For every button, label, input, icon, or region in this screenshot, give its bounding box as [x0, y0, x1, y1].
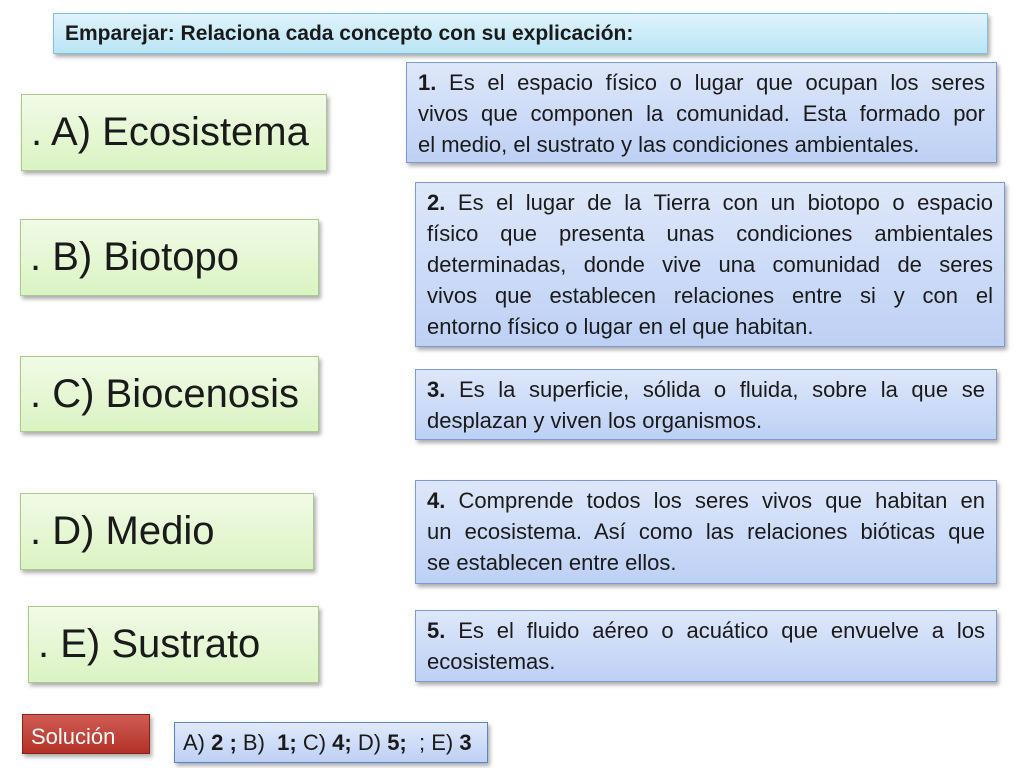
explanation-number: 2. [427, 190, 446, 215]
explanation-line: se establecen entre ellos. [427, 550, 677, 575]
explanation-line: entorno físico o lugar en el que habitan. [427, 314, 814, 339]
explanation-line [427, 187, 993, 218]
answer-part: B) [236, 729, 278, 755]
explanation-line: determinadas, donde vive una comunidad de seres [427, 252, 993, 277]
explanation-card-3 [415, 369, 997, 440]
answer-part: A) [183, 729, 212, 755]
concept-card-c [20, 356, 319, 432]
explanation-card-5 [415, 610, 997, 682]
explanation-line: desplazan y viven los organismos. [427, 408, 763, 433]
solution-button-label: Solución [31, 724, 116, 749]
explanation-line: físico que presenta unas condiciones ambientales [427, 221, 993, 246]
concept-card-a [21, 94, 327, 171]
explanation-line: vivos que establecen relaciones entre si y con el [427, 283, 993, 308]
answer-value: 1; [277, 729, 297, 755]
concept-label-b: . B) Biotopo [30, 235, 240, 279]
explanation-line [427, 485, 985, 516]
explanation-line [427, 615, 985, 646]
answer-value: 3 [459, 729, 472, 755]
explanation-line: ecosistemas. [427, 649, 556, 674]
explanation-text: Es el fluido aéreo o acuático que envuelve a los [458, 618, 985, 643]
answer-value: 4; [332, 729, 352, 755]
explanation-line [427, 374, 985, 405]
explanation-card-1 [406, 62, 997, 163]
concept-card-e [28, 606, 319, 683]
answer-key-box [174, 722, 488, 763]
explanation-line: el medio, el sustrato y las condiciones ambientales. [418, 132, 920, 157]
explanation-number: 4. [427, 488, 446, 513]
answer-key-text [183, 730, 472, 756]
explanation-line: vivos que componen la comunidad. Esta formado por [418, 101, 985, 126]
concept-card-d [20, 493, 314, 570]
explanation-number: 5. [427, 618, 446, 643]
answer-part: C) [296, 729, 333, 755]
explanation-card-2 [415, 182, 1005, 347]
answer-value: 5; [387, 729, 407, 755]
instruction-text: Emparejar: Relaciona cada concepto con su explicación: [65, 21, 634, 45]
explanation-text: Es el lugar de la Tierra con un biotopo o espacio [457, 190, 993, 215]
explanation-number: 1. [418, 70, 437, 95]
concept-label-d: . D) Medio [30, 509, 215, 553]
instruction-banner [53, 13, 988, 54]
explanation-text: Es la superficie, sólida o fluida, sobre la que se [458, 377, 985, 402]
explanation-number: 3. [427, 377, 446, 402]
explanation-text: Comprende todos los seres vivos que habitan en [458, 488, 985, 513]
explanation-text: Es el espacio físico o lugar que ocupan los seres [449, 70, 985, 95]
concept-label-a: . A) Ecosistema [31, 110, 309, 154]
explanation-line: un ecosistema. Así como las relaciones bióticas que [427, 519, 985, 544]
concept-card-b [20, 219, 319, 296]
solution-button[interactable] [22, 714, 150, 754]
explanation-line [418, 67, 985, 98]
answer-value: 2 ; [211, 729, 237, 755]
answer-part: D) [351, 729, 388, 755]
explanation-card-4 [415, 480, 997, 584]
answer-part: ; E) [406, 729, 460, 755]
concept-label-e: . E) Sustrato [38, 622, 261, 666]
concept-label-c: . C) Biocenosis [30, 371, 299, 416]
